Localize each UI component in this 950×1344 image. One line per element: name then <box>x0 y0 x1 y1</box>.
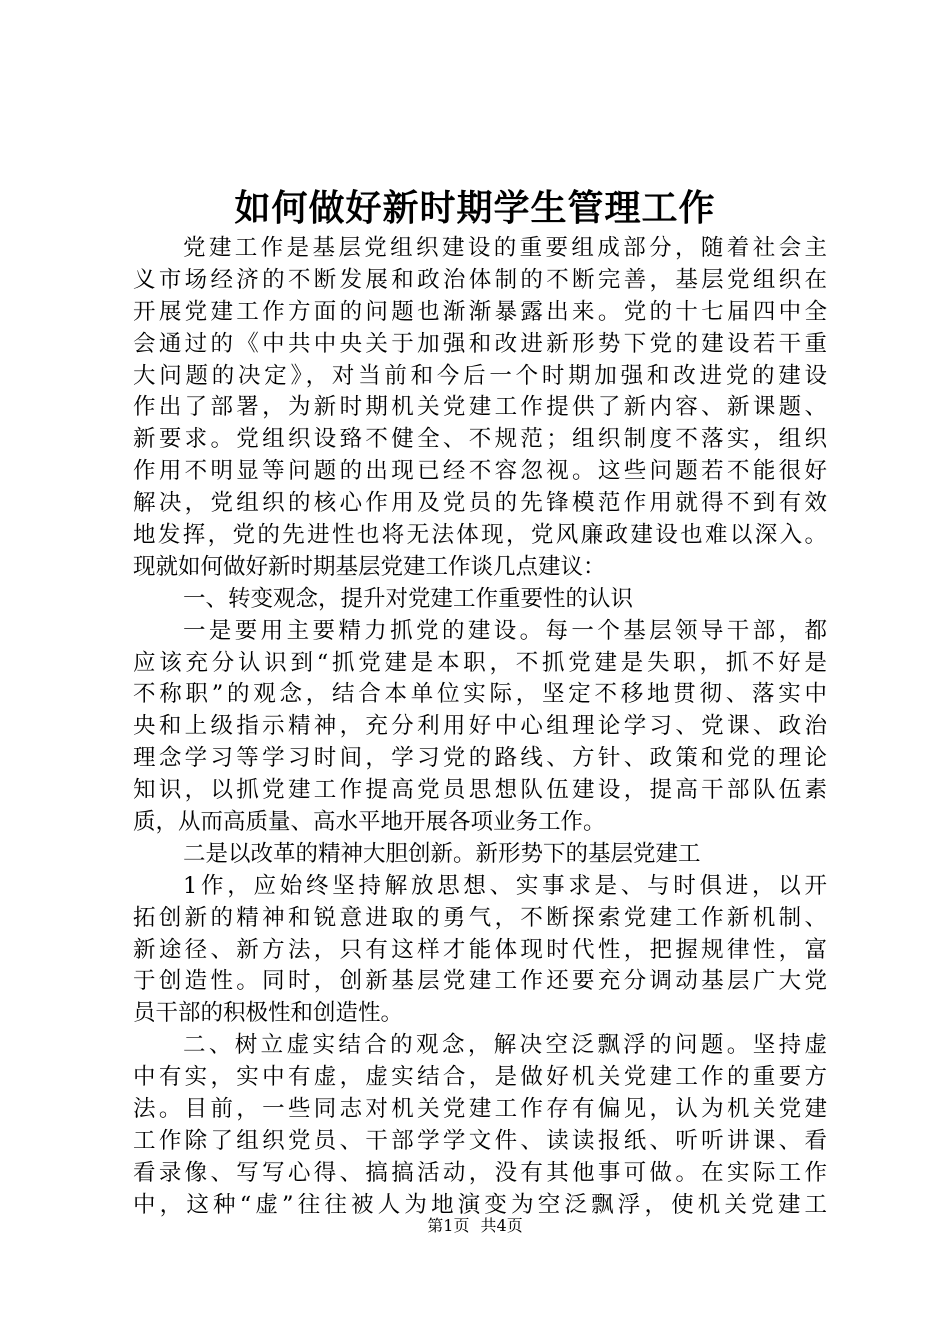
text-line: 作用不明显等问题的出现已经不容忽视。这些问题若不能很好 <box>133 458 827 485</box>
text-line: 法。目前，一些同志对机关党建工作存有偏见，认为机关党建 <box>133 1096 827 1123</box>
text-line: 二、树立虚实结合的观念，解决空泛飘浮的问题。坚持虚 <box>183 1032 827 1059</box>
text-line: 党建工作是基层党组织建设的重要组成部分，随着社会主 <box>183 235 827 261</box>
text-line: 中，这种“虚”往往被人为地演变为空泛飘浮，使机关党建工 <box>133 1191 827 1218</box>
text-line: 作出了部署，为新时期机关党建工作提供了新内容、新课题、 <box>133 394 827 421</box>
text-line: 员干部的积极性和创造性。 <box>133 1000 404 1027</box>
page-number: 第1页 <box>427 1216 470 1235</box>
text-line: 解决，党组织的核心作用及党员的先锋模范作用就得不到有效 <box>133 490 827 517</box>
text-line: 拓创新的精神和锐意进取的勇气，不断探索党建工作新机制、 <box>133 904 827 931</box>
text-line: 开展党建工作方面的问题也渐渐暴露出来。党的十七届四中全 <box>133 298 827 325</box>
text-line: 央和上级指示精神，充分利用好中心组理论学习、党课、政治 <box>133 713 827 740</box>
document-body <box>133 233 827 1222</box>
text-line: 现就如何做好新时期基层党建工作谈几点建议： <box>133 553 606 580</box>
text-line: 知识，以抓党建工作提高党员思想队伍建设，提高干部队伍素 <box>133 777 827 804</box>
text-line: 中有实，实中有虚，虚实结合，是做好机关党建工作的重要方 <box>133 1064 827 1091</box>
text-line: 新途径、新方法，只有这样才能体现时代性，把握规律性，富 <box>133 936 827 963</box>
text-line: 新要求。党组织设臵不健全、不规范；组织制度不落实，组织 <box>133 426 827 453</box>
text-line: 质，从而高质量、高水平地开展各项业务工作。 <box>133 809 606 836</box>
text-line: 一、转变观念，提升对党建工作重要性的认识 <box>183 585 634 612</box>
text-line: 应该充分认识到“抓党建是本职，不抓党建是失职，抓不好是 <box>133 649 827 676</box>
text-line: 地发挥，党的先进性也将无法体现，党风廉政建设也难以深入。 <box>133 522 827 549</box>
text-line: 一是要用主要精力抓党的建设。每一个基层领导干部，都 <box>183 617 827 644</box>
text-line: 大问题的决定》，对当前和今后一个时期加强和改进党的建设 <box>133 362 827 389</box>
text-line: 看录像、写写心得、搞搞活动，没有其他事可做。在实际工作 <box>133 1159 827 1186</box>
text-line: 1作，应始终坚持解放思想、实事求是、与时俱进，以开 <box>183 872 827 899</box>
text-line: 理念学习等学习时间，学习党的路线、方针、政策和党的理论 <box>133 745 827 772</box>
text-line: 会通过的《中共中央关于加强和改进新形势下党的建设若干重 <box>133 330 827 357</box>
page-total: 共4页 <box>480 1216 523 1235</box>
text-line: 义市场经济的不断发展和政治体制的不断完善，基层党组织在 <box>133 266 827 293</box>
text-line: 二是以改革的精神大胆创新。新形势下的基层党建工 <box>183 840 701 867</box>
document-title: 如何做好新时期学生管理工作 <box>234 187 716 229</box>
text-line: 不称职”的观念，结合本单位实际，坚定不移地贯彻、落实中 <box>133 681 827 708</box>
text-line: 工作除了组织党员、干部学学文件、读读报纸、听听讲课、看 <box>133 1127 827 1154</box>
text-line: 于创造性。同时，创新基层党建工作还要充分调动基层广大党 <box>133 968 827 995</box>
page-footer <box>0 1214 950 1238</box>
